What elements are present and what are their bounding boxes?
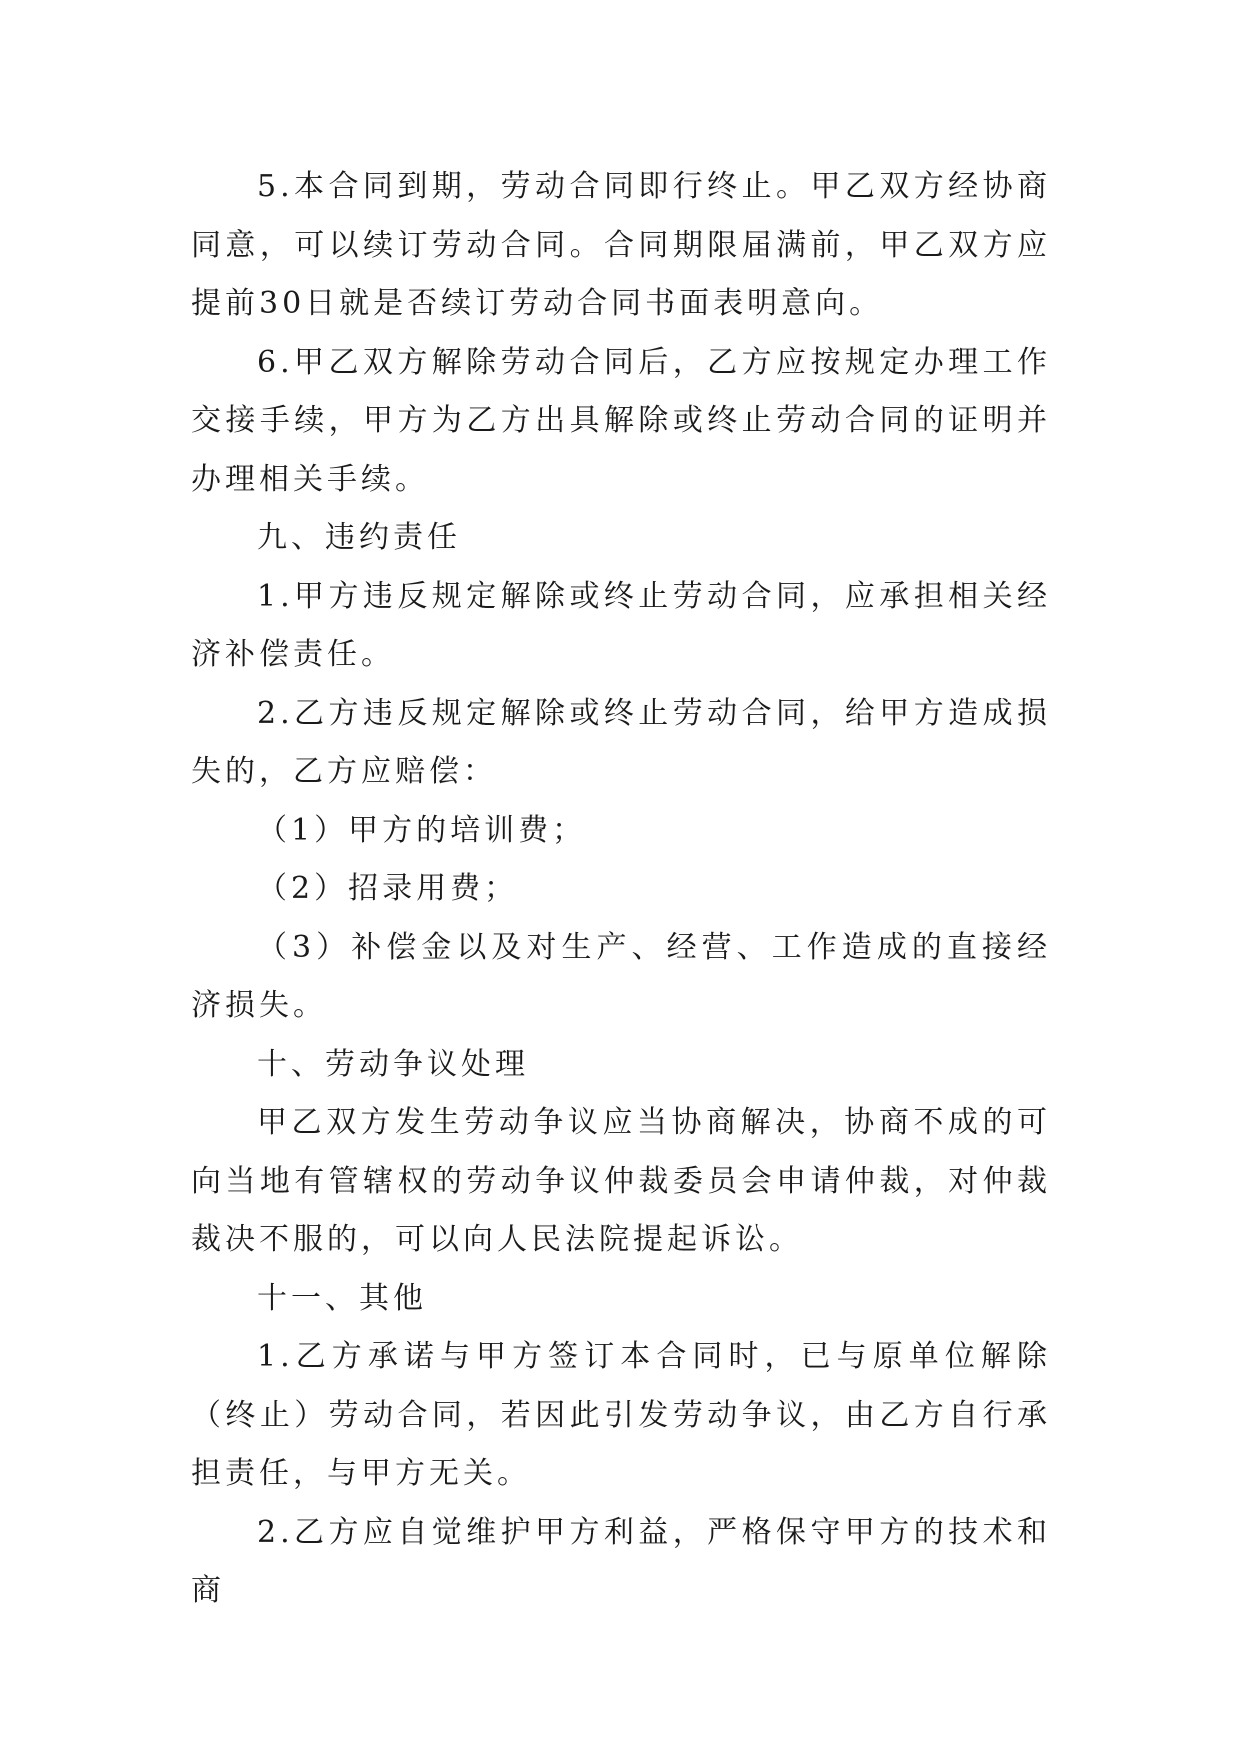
clause-9-2-item-2: （2）招录用费；: [257, 871, 519, 906]
section-heading-other: 十一、其他: [257, 1280, 427, 1316]
document-body: [191, 158, 1051, 1621]
clause-8-5: 5.本合同到期，劳动合同即行终止。甲乙双方经协商同意，可以续订劳动合同。合同期限届满前，甲乙双方应提前30日就是否续订劳动合同书面表明意向。: [191, 169, 1051, 321]
clause-9-2-item-3: （3）补偿金以及对生产、经营、工作造成的直接经济损失。: [191, 929, 1051, 1023]
clause-9-1: 1.甲方违反规定解除或终止劳动合同，应承担相关经济补偿责任。: [191, 578, 1051, 672]
clause-8-6: 6.甲乙双方解除劳动合同后，乙方应按规定办理工作交接手续，甲方为乙方出具解除或终止劳动合同的证明并办理相关手续。: [191, 344, 1051, 497]
section-heading-labor-dispute: 十、劳动争议处理: [257, 1046, 529, 1082]
clause-9-2-item-1: （1）甲方的培训费；: [257, 812, 587, 848]
clause-10: 甲乙双方发生劳动争议应当协商解决，协商不成的可向当地有管辖权的劳动争议仲裁委员会申请仲裁，对仲裁裁决不服的，可以向人民法院提起诉讼。: [191, 1105, 1051, 1257]
clause-9-2: 2.乙方违反规定解除或终止劳动合同，给甲方造成损失的，乙方应赔偿：: [191, 695, 1051, 789]
section-heading-breach-liability: 九、违约责任: [257, 520, 461, 555]
clause-11-2: 2.乙方应自觉维护甲方利益，严格保守甲方的技术和商: [191, 1514, 1051, 1608]
clause-11-1: 1.乙方承诺与甲方签订本合同时，已与原单位解除（终止）劳动合同，若因此引发劳动争议，由乙方自行承担责任，与甲方无关。: [191, 1339, 1051, 1491]
